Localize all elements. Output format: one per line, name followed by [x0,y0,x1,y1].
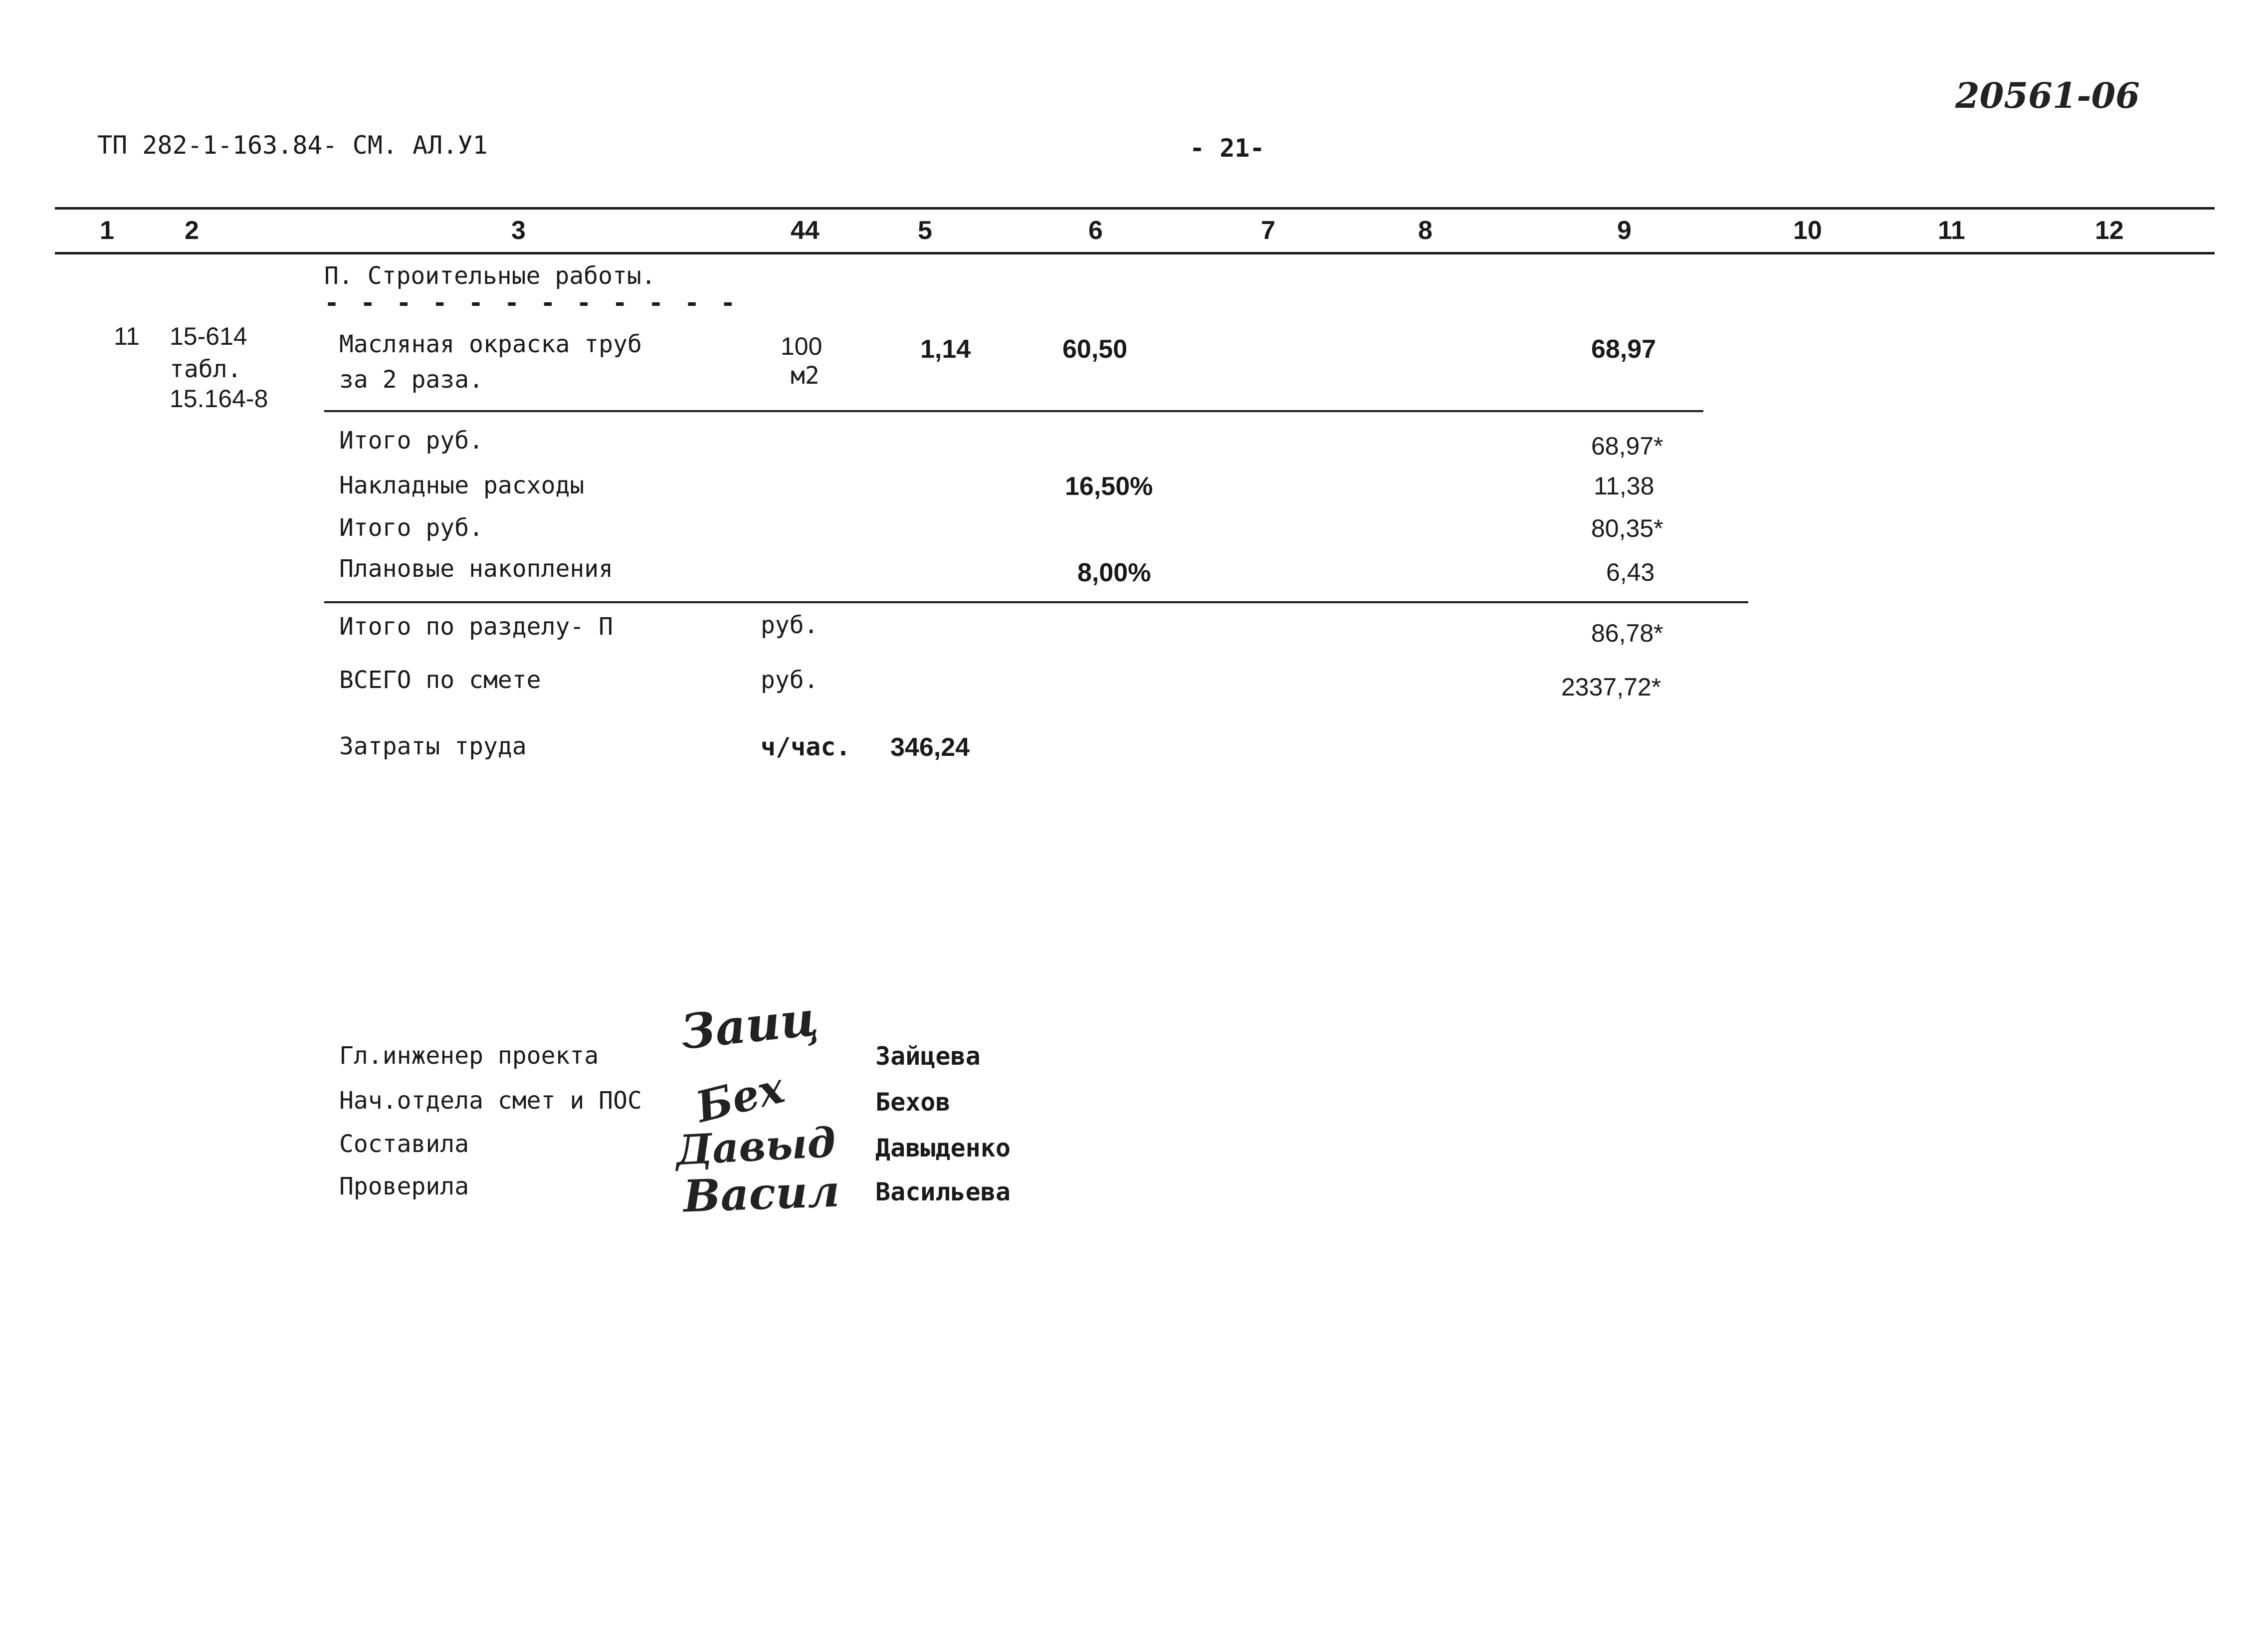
signature-name: Давыденко [875,1134,1011,1163]
signature-name: Васильева [875,1177,1011,1206]
section-total-label: Итого по разделу- П [339,613,614,641]
column-header: 9 [1617,216,1632,245]
column-header: 44 [791,216,820,245]
section-total-value: 86,78* [1591,619,1663,647]
grand-total-value: 2337,72* [1561,673,1661,701]
summary-rate: 8,00% [1077,558,1151,587]
labor-value: 346,24 [890,733,970,762]
summary-separator-rule [324,601,1748,603]
summary-label: Итого руб. [339,427,483,455]
column-header: 2 [185,216,199,245]
page-mark: - 21- [1190,134,1265,163]
column-header: 8 [1418,216,1433,245]
signature-role: Нач.отдела смет и ПОС [339,1087,642,1115]
signature-name: Зайцева [875,1042,981,1071]
column-header: 12 [2095,216,2124,245]
item-name: Масляная окраска труб [339,330,642,358]
item-unit-price: 60,50 [1062,335,1128,364]
summary-value: 11,38 [1594,472,1654,500]
column-header: 1 [100,216,114,245]
column-header: 3 [511,216,526,245]
header-bottom-rule [55,252,2215,254]
section-total-unit: руб. [761,611,819,639]
grand-total-label: ВСЕГО по смете [339,666,541,694]
item-quantity: 1,14 [920,335,971,364]
item-unit-measure: м2 [791,362,820,390]
summary-value: 80,35* [1591,514,1663,542]
item-code-table: табл. [170,355,242,383]
summary-value: 68,97* [1591,432,1663,460]
header-top-rule [55,207,2215,210]
section-title-underline: - - - - - - - - - - - - [324,288,739,317]
column-header: 7 [1261,216,1275,245]
handwritten-signature: Заиц [678,990,821,1061]
summary-value: 6,43 [1606,558,1655,586]
item-unit: 100 [781,332,823,360]
labor-unit: ч/час. [761,732,851,761]
handwritten-signature: Давыд [674,1118,837,1175]
item-separator-rule [324,410,1703,412]
item-number: 11 [114,322,140,350]
item-name-cont: за 2 раза. [339,366,483,394]
summary-label: Плановые накопления [339,555,614,583]
signature-role: Составила [339,1130,469,1158]
handwritten-signature: Бех [691,1063,789,1133]
column-header: 10 [1793,216,1822,245]
summary-rate: 16,50% [1065,472,1153,501]
labor-label: Затраты труда [339,732,527,760]
summary-label: Итого руб. [339,514,483,542]
column-header: 5 [918,216,932,245]
signature-role: Гл.инженер проекта [339,1042,599,1070]
column-header: 11 [1938,216,1965,245]
item-total: 68,97 [1591,335,1656,364]
summary-label: Накладные расходы [339,471,585,499]
item-code-ref: 15.164-8 [170,385,268,413]
grand-total-unit: руб. [761,666,819,694]
signature-role: Проверила [339,1172,469,1200]
document-code: ТП 282-1-163.84- СМ. АЛ.У1 [97,131,488,160]
handwritten-signature: Васил [682,1165,841,1222]
item-code: 15-614 [170,322,247,350]
document-number: 20561-06 [1955,75,2140,116]
section-title: П. Строительные работы. [324,262,656,290]
signature-name: Бехов [875,1088,951,1117]
column-header: 6 [1088,216,1103,245]
